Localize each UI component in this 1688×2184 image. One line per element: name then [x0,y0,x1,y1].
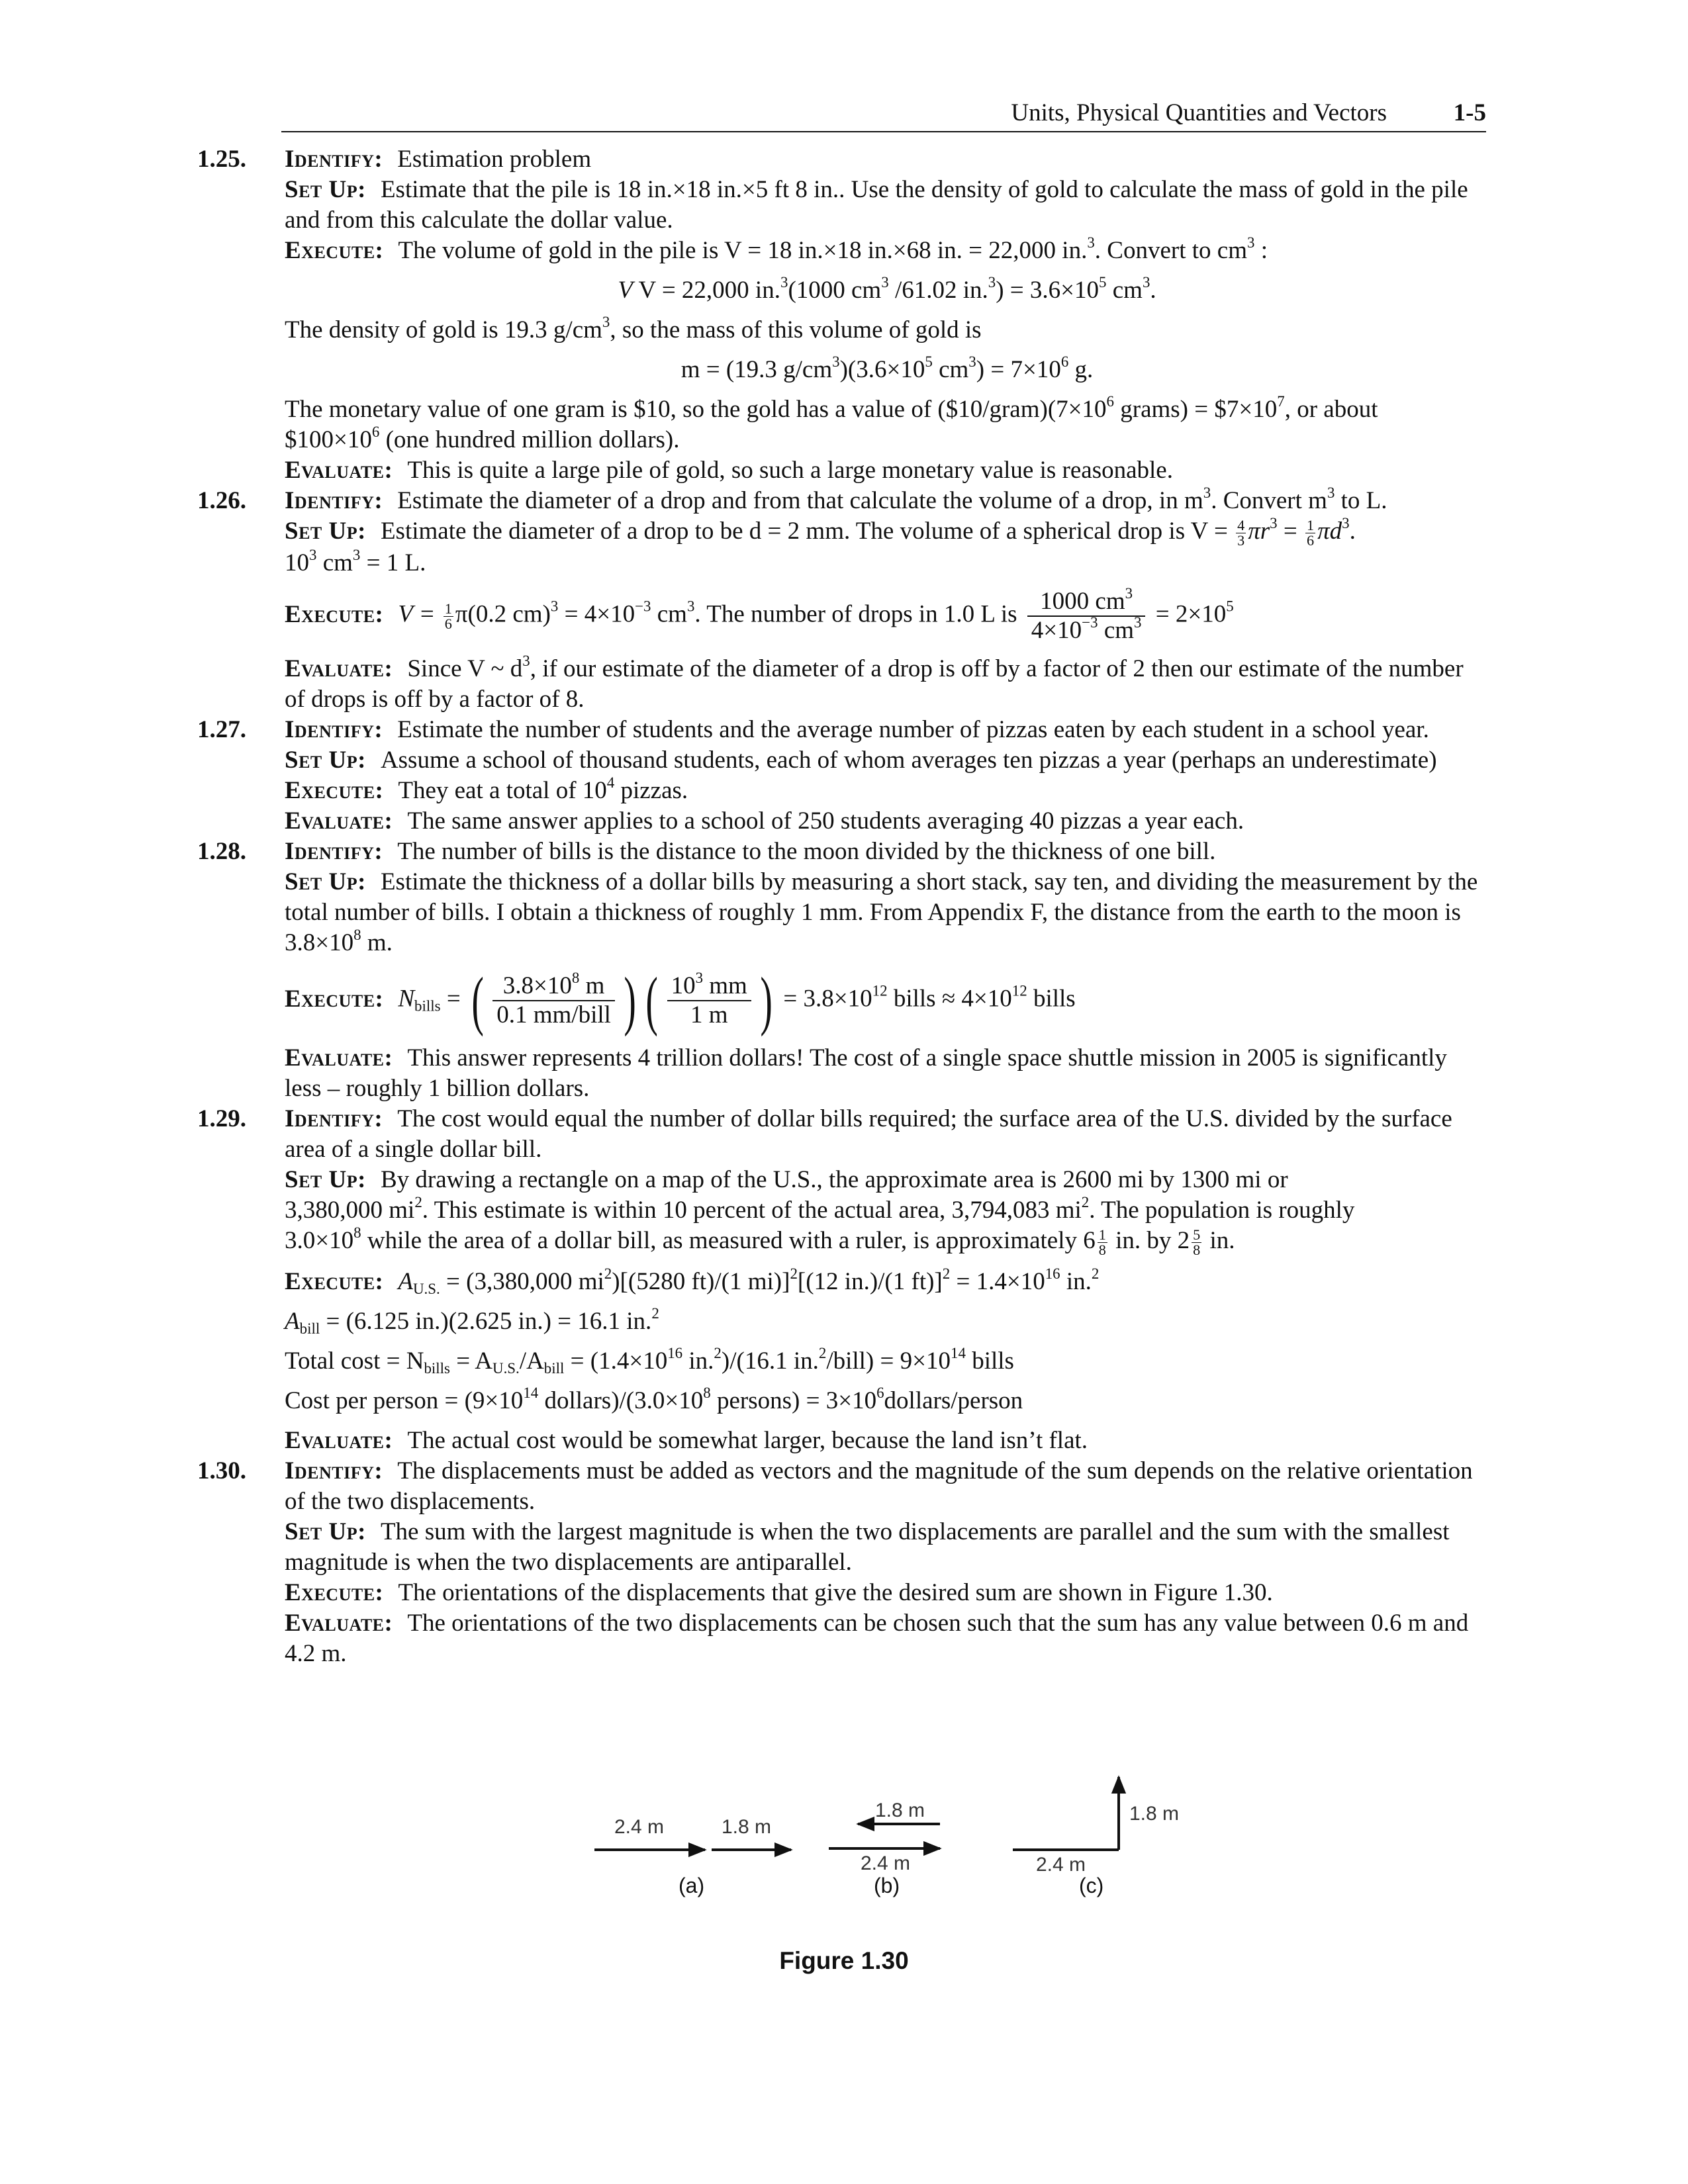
identify-label: Identify: [285,716,383,744]
setup-line-3: $3.0\times 10^8$ while the area of a dollar bill, as measured with a ruler, is approximately 6 $\frac{1}{8}$ in. by 2 $\frac{5}{8}$ in. [285,1224,1235,1259]
evaluate-text: The orientations of the two displacements can be chosen such that the sum has any value between 0.6 m and 4.2 m. [285,1610,1469,1668]
per-person-line: Cost per person = ($9\times 10^{14}$ $dollars)/(3.0\times 10^8$ persons) = $3\times 10^6dollars$/person [285,1385,1023,1415]
chapter-title: Units, Physical Quantities and Vectors [1011,99,1387,126]
mass-equation: m = (19.3 $g/cm^3)(3.6\times 10^5$ $cm^3) = 7\times 10^6$ g. [680,353,1094,383]
identify-text: The cost would equal the number of dollar bills required; the surface area of the U.S. divided by the surface area of a single dollar bill. [285,1105,1452,1163]
problem-number: 1.26. [197,487,246,514]
identify-label: Identify: [285,487,383,514]
evaluate-text: Since V ~ d [407,655,523,683]
eq-part: /61.02 in. [888,277,988,304]
ex3-part: = A [449,1347,492,1375]
monetary-line-2: $\$100\times 10^6$ (one hundred million dollars). [285,423,680,453]
density-text-b: , so the mass of this volume of gold is [610,316,982,343]
content [0,144,1688,1669]
fraction-one-sixth: $\frac{1}{6}$ [444,600,452,632]
frac-numerator: 1000 cm [1040,588,1125,615]
frac2-numerator: 10 [671,972,696,1000]
evaluate-line [285,1608,1489,1669]
problem-number: 1.25. [197,146,246,173]
identify-line [285,144,1489,175]
ex3-subscript: U.S. [492,1360,520,1377]
problem-1-26 [0,486,1489,715]
problem-number: 1.28. [197,838,246,866]
conversion-fraction: $\frac{10^3 mm}{1 m}$ [667,972,751,1029]
result-text: = 3.8×10 [777,985,872,1013]
panel-a [594,1816,791,1897]
eq-part: ) = 7×10 [976,356,1061,383]
evaluate-line [285,1043,1489,1104]
problem-1-30 [0,1456,1489,1669]
ex4-part: dollars/person [884,1387,1023,1415]
setup-text: Estimate the diameter of a drop to be d = 2 mm. The volume of a spherical drop is V = [380,518,1235,545]
eq-part: cm [932,356,969,383]
execute-text: They eat a total of 10 [398,777,607,805]
setup-label: Set Up: [285,747,366,774]
ex3-subscript: bills [424,1360,450,1377]
evaluate-line: Evaluate: Since V ~ $d^3$, if our estimate of the diameter of a drop is off by a factor of 2 then our estimate of the number of drops is off by a factor of 8. [285,653,1464,713]
setup-line [285,1517,1489,1578]
fraction-one-eighth: $\frac{1}{8}$ [1098,1226,1106,1259]
execute-line: Execute: $A_{U.S.} = (3,380,000$ $mi^2)[(5280$ ft)/(1 mi)]$^2$[(12 in.)/(1 $ft)]^2 = 1.4\times 10^{16}$ in.$^2$ [285,1265,1100,1298]
identify-line: Identify: Estimate the diameter of a drop and from that calculate the volume of a drop, in $m^3$. Convert $m^3$ to L. [285,484,1387,514]
fraction-five-eighths: $\frac{5}{8}$ [1193,1226,1201,1259]
problem-1-28 [0,837,1489,1104]
identify-text-c: to L. [1335,487,1387,514]
execute-text-b: . Convert to cm [1094,237,1247,264]
execute-line: Execute: $N_{bills}$ = ( $\frac{3.8\times 10^8 m}{\text{0.1 mm/bill}}$ ) ( $\frac{10^3 mm}{1 m}$ ) = $3.8\times 10^{12}$ bills ≈ $4\times 10^{12}$ bills [285,964,1076,1038]
setup-label: Set Up: [285,868,366,896]
setup-line [285,175,1489,236]
setup-line-2: 3,380,000 $mi^2$. This estimate is within 10 percent of the actual area, 3,794,083 $mi^2$. The population is roughly [285,1194,1355,1224]
execute-line: Execute: V = $\frac{1}{6}$ π(0.2 $cm)^3 = 4\times 10^{-3}$ $cm^3$. The number of drops in 1.0 L is $\frac{1000 cm^3}{4\times 10^{-3} cm^3}$ = $2\times 10^5$ [285,585,1234,645]
label-c1: 1.8 m [1129,1803,1180,1825]
n-subscript: bills [414,997,441,1015]
execute-label: Execute: [285,237,384,264]
identify-line [285,1456,1489,1517]
identify-label: Identify: [285,1105,383,1133]
identify-text: The displacements must be added as vectors and the magnitude of the sum depends on the relative orientation of the two displacements. [285,1457,1473,1516]
evaluate-label: Evaluate: [285,1427,393,1455]
frac1-numerator: 3.8×10 [502,972,572,1000]
ex4-part: dollars)/(3.0×10 [538,1387,704,1415]
execute-label: Execute: [285,1268,384,1296]
execute-label: Execute: [285,1579,384,1607]
tag-c: (c) [1079,1874,1104,1897]
ex4-part: Cost per person = (9×10 [285,1387,524,1415]
liter-text: 10 [285,549,309,577]
evaluate-label: Evaluate: [285,457,393,484]
execute-text: The orientations of the displacements that give the desired sum are shown in Figure 1.30. [398,1579,1273,1607]
problem-number: 1.30. [197,1457,246,1485]
execute-text-e: . The number of drops in 1.0 L is [694,600,1017,628]
figure-caption: Figure 1.30 [779,1947,909,1974]
fraction-four-thirds: $\frac{4}{3}$ [1237,516,1245,549]
liter-line: $10^3$ $cm^3 = 1$ L. [285,547,426,577]
setup-text-d: . The population is roughly [1089,1197,1355,1224]
fraction-one-sixth: $\frac{1}{6}$ [1306,516,1315,549]
label-c2: 2.4 m [1036,1854,1086,1876]
ex1-part: )[(5280 ft)/(1 mi)] [612,1268,790,1296]
evaluate-label: Evaluate: [285,655,393,683]
area-subscript: U.S. [412,1281,440,1298]
monetary-line: The monetary value of one gram is $10, so the gold has a value of $(\$10/gram)(7\times 10^6$ grams) = $\$7\times 10^7$, or about [285,392,1378,423]
volume-equation: V V = 22,000 in.$^3$(1000 $cm^3$ /61.02 $in.^3) = 3.6\times 10^5$ $cm^3$. [618,273,1156,304]
monetary-text: The monetary value of one gram is $10, so the gold has a value of ($10/gram)(7×10 [285,396,1107,423]
evaluate-line [285,806,1489,837]
setup-line [285,1165,1489,1195]
execute-line [285,1578,1489,1608]
identify-text: Estimate the diameter of a drop and from that calculate the volume of a drop, in m [397,487,1203,514]
problem-1-29 [0,1104,1489,1456]
execute-text-b: pizzas. [614,777,688,805]
setup-text-c: = [1277,518,1303,545]
total-cost-line: Total $\cos t = N_{bills} = A_{U.S.}/A_{bill} = (1.4\times 10^{16}$ in.$^2$)/(16.1 in.$^2$/bill) = $9\times 10^{14}$ bills [285,1345,1014,1377]
eq-part: ) = 3.6×10 [996,277,1100,304]
setup-text-b: 3,380,000 mi [285,1197,415,1224]
setup-label: Set Up: [285,1166,366,1194]
ex3-part: /bill) = 9×10 [826,1347,951,1375]
evaluate-label: Evaluate: [285,1610,393,1637]
problem-number: 1.29. [197,1105,246,1133]
setup-text-g: in. by 2 [1109,1227,1190,1255]
identify-label: Identify: [285,838,383,866]
evaluate-text: The actual cost would be somewhat larger, because the land isn’t flat. [407,1427,1088,1455]
identify-label: Identify: [285,146,383,173]
frac-denominator: 4×10 [1031,617,1082,645]
identify-text: The number of bills is the distance to the moon divided by the thickness of one bill. [397,838,1216,866]
evaluate-text: The same answer applies to a school of 250 students averaging 40 pizzas a year each. [407,807,1244,835]
density-text: The density of gold is 19.3 g/cm [285,316,602,343]
setup-text: The sum with the largest magnitude is when the two displacements are parallel and the sum with the smallest magnitude is when the two displacements are antiparallel. [285,1518,1450,1576]
execute-text: V = [398,600,442,628]
identify-line [285,715,1489,745]
ex1-part: [(12 in.)/(1 ft)] [797,1268,943,1296]
setup-text-c: . This estimate is within 10 percent of the actual area, 3,794,083 mi [422,1197,1082,1224]
setup-label: Set Up: [285,1518,366,1546]
label-a2: 1.8 m [722,1816,772,1838]
bill-area-line: $A_{bill} = (6.125$ in.)(2.625 in.) = 16.1 in.$^2$ [285,1305,659,1338]
identify-line [285,1104,1489,1165]
drops-fraction: $\frac{1000 cm^3}{4\times 10^{-3} cm^3}$ [1027,588,1146,645]
monetary-text-c: , or about [1284,396,1378,423]
execute-text-d: cm [651,600,687,628]
ex3-subscript: bill [543,1360,565,1377]
bill-area-symbol: A [285,1308,300,1336]
frac1-numerator-b: m [579,972,605,1000]
monetary-text-e: (one hundred million dollars). [379,426,680,453]
page-number: 1-5 [1453,99,1486,126]
result-text-b: bills ≈ 4×10 [887,985,1012,1013]
setup-text: Assume a school of thousand students, each of whom averages ten pizzas a year (perhaps an underestimate) [380,747,1437,774]
evaluate-label: Evaluate: [285,807,393,835]
panel-b [829,1799,940,1897]
setup-line [285,745,1489,776]
eq-part: cm [1106,277,1143,304]
setup-text-f: while the area of a dollar bill, as measured with a ruler, is approximately 6 [361,1227,1096,1255]
frac2-denominator: 1 m [690,1001,728,1029]
evaluate-text-b: , if our estimate of the diameter of a drop is off by a factor of 2 then our estimate of the number of drops is off by a factor of 8. [285,655,1464,713]
evaluate-line [285,1426,1489,1456]
ex3-part: )/(16.1 in. [721,1347,819,1375]
problem-1-25 [0,144,1489,486]
ex1-part: = 1.4×10 [950,1268,1045,1296]
label-b2: 2.4 m [861,1852,911,1874]
evaluate-line [285,455,1489,486]
bill-subscript: bill [299,1320,320,1338]
identify-line [285,837,1489,867]
ex4-part: persons) = 3×10 [710,1387,877,1415]
eq-part: m = (19.3 g/cm [680,356,833,383]
eq-part: )(3.6×10 [839,356,925,383]
density-line: The density of gold is 19.3 $g/cm^3$, so the mass of this volume of gold is [285,313,982,343]
setup-text-d: πd [1317,518,1342,545]
setup-line: Set Up: Estimate the thickness of a dollar bills by measuring a short stack, say ten, and dividing the measurement by the total number of bills. I obtain a thickness of roughly 1 mm. From Appendix F, the distance from the earth to the moon is $3.8\times 10^8$ m. [285,868,1478,957]
ex3-part: bills [965,1347,1014,1375]
identify-text: Estimate the number of students and the average number of pizzas eaten by each student in a school year. [397,716,1429,744]
execute-line: Execute: The volume of gold in the pile is V = 18 in.×18 in.×68 in. = 22,000 in.$^3$. Convert to $cm^3$ : [285,234,1268,264]
liter-text-b: cm [316,549,353,577]
execute-text: The volume of gold in the pile is V = 18 in.×18 in.×68 in. = 22,000 in. [398,237,1088,264]
label-b1: 1.8 m [875,1799,925,1821]
setup-text-e: 3.0×10 [285,1227,354,1255]
result-text-c: bills [1027,985,1076,1013]
label-a1: 2.4 m [614,1816,665,1838]
eq-part: V = 22,000 in. [638,277,780,304]
identify-text: Estimation problem [397,146,592,173]
ex1-part: in. [1060,1268,1092,1296]
setup-label: Set Up: [285,176,366,203]
ex3-part: in. [682,1347,714,1375]
monetary-text-d: $100×10 [285,426,372,453]
execute-label: Execute: [285,600,384,628]
liter-text-c: = 1 L. [360,549,426,577]
eq-part: (1000 cm [788,277,882,304]
panel-c [1013,1777,1179,1897]
setup-text: Estimate the thickness of a dollar bills by measuring a short stack, say ten, and dividing the measurement by the total number of bills. I obtain a thickness of roughly 1 mm. From Appendix F, the distance from the earth to the moon is 3.8×10 [285,868,1478,957]
execute-label: Execute: [285,985,384,1013]
setup-text: Estimate that the pile is 18 in.×18 in.×5 ft 8 in.. Use the density of gold to calculate the mass of gold in the pile and from this calculate the dollar value. [285,176,1468,234]
ex2-part: = (6.125 in.)(2.625 in.) = 16.1 in. [320,1308,652,1336]
frac2-numerator-b: mm [703,972,747,1000]
setup-text-h: in. [1203,1227,1235,1255]
problem-number: 1.27. [197,716,246,744]
setup-line: Set Up: Estimate the diameter of a drop to be d = 2 mm. The volume of a spherical drop is V = $\frac{4}{3}$ $\pi r^3$ = $\frac{1}{6}$ $\pi d^3$. [285,514,1356,549]
setup-text: By drawing a rectangle on a map of the U.S., the approximate area is 2600 mi by 1300 mi or [380,1166,1288,1194]
area-symbol: A [398,1268,413,1296]
execute-text-c: = 4×10 [558,600,635,628]
setup-label: Set Up: [285,518,366,545]
frac-denominator-b: cm [1098,617,1135,645]
tag-a: (a) [679,1874,705,1897]
drops-result: = 2×10 [1149,600,1227,628]
evaluate-text: This answer represents 4 trillion dollars! The cost of a single space shuttle mission in 2005 is significantly less – roughly 1 billion dollars. [285,1044,1447,1103]
eq-part: g. [1068,356,1094,383]
execute-label: Execute: [285,777,384,805]
ex1-part: = (3,380,000 mi [440,1268,604,1296]
ex3-part: = (1.4×10 [564,1347,668,1375]
running-header [281,98,1486,132]
distance-fraction: $\frac{3.8\times 10^8 m}{\text{0.1 mm/bill}}$ [492,972,615,1029]
ex3-part: /A [519,1347,544,1375]
execute-line: Execute: They eat a total of $10^4$ pizzas. [285,774,688,805]
monetary-text-b: grams) = $7×10 [1114,396,1278,423]
identify-label: Identify: [285,1457,383,1485]
setup-text-e: . [1349,518,1356,545]
setup-text-b: m. [361,929,393,957]
evaluate-text: This is quite a large pile of gold, so such a large monetary value is reasonable. [407,457,1173,484]
identify-text-b: . Convert m [1211,487,1327,514]
n-symbol: N [398,985,415,1013]
frac1-denominator: 0.1 mm/bill [496,1001,611,1029]
setup-text-b: πr [1248,518,1270,545]
evaluate-label: Evaluate: [285,1044,393,1072]
tag-b: (b) [874,1874,900,1897]
execute-text-b: π(0.2 cm) [455,600,551,628]
problem-1-27 [0,715,1489,837]
ex3-part: Total cost = N [285,1347,424,1375]
